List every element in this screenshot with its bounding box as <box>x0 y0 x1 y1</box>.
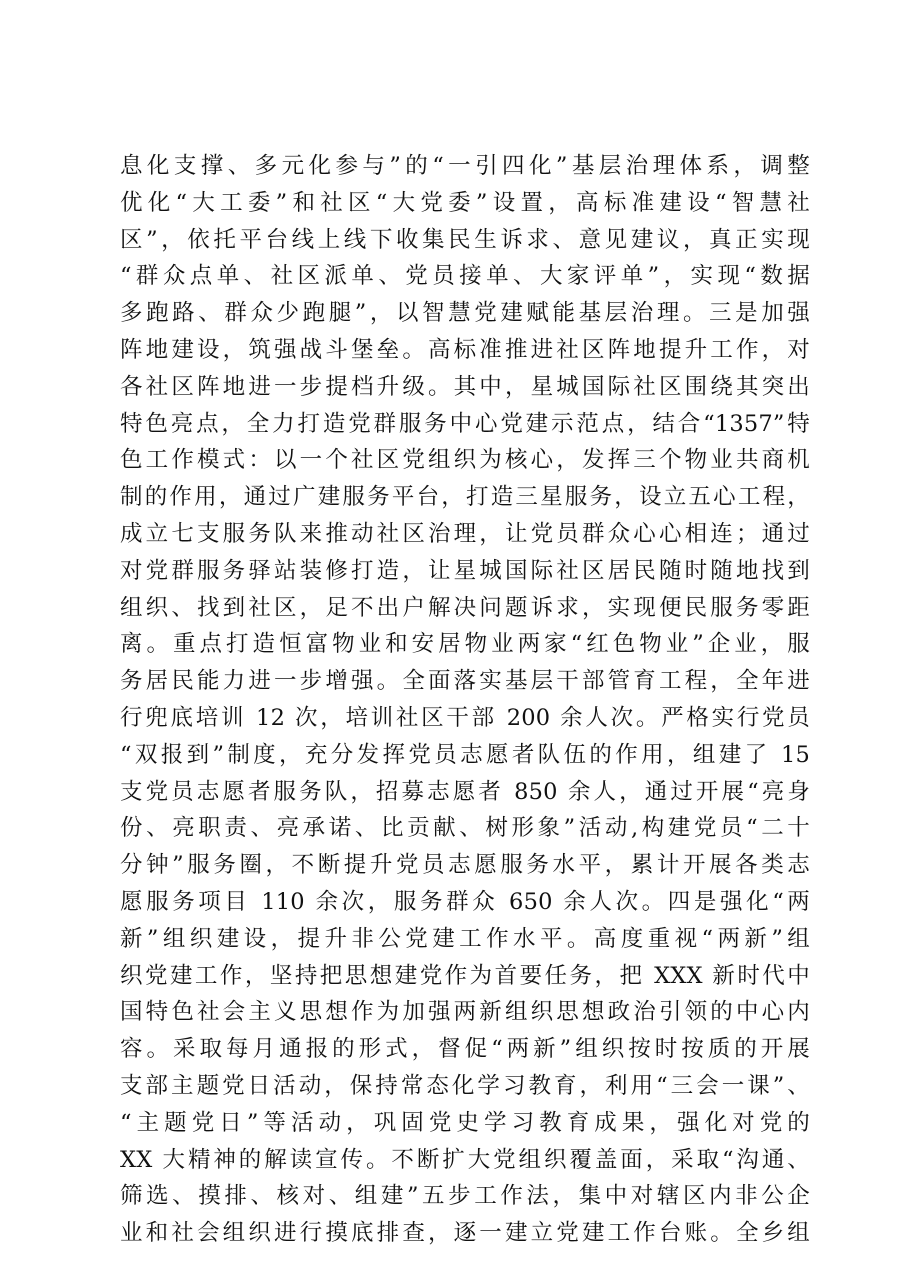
text-line: 制的作用，通过广建服务平台，打造三星服务，设立五心工程， <box>120 484 810 511</box>
text-line: 新”组织建设，提升非公党建工作水平。高度重视“两新”组 <box>120 925 810 952</box>
text-line: “群众点单、社区派单、党员接单、大家评单”，实现“数据 <box>120 263 810 290</box>
text-line: 组织、找到社区，足不出户解决问题诉求，实现便民服务零距 <box>120 594 810 621</box>
text-line: “双报到”制度，充分发挥党员志愿者队伍的作用，组建了 15 <box>120 741 810 768</box>
text-line: 特色亮点，全力打造党群服务中心党建示范点，结合“1357”特 <box>120 410 810 437</box>
text-line: 阵地建设，筑强战斗堡垒。高标准推进社区阵地提升工作，对 <box>120 336 810 363</box>
text-line: 分钟”服务圈，不断提升党员志愿服务水平，累计开展各类志 <box>120 852 810 879</box>
text-line: “主题党日”等活动，巩固党史学习教育成果，强化对党的 <box>120 1109 810 1136</box>
text-line: 支党员志愿者服务队，招募志愿者 850 余人，通过开展“亮身 <box>120 778 810 805</box>
text-line: 优化“大工委”和社区“大党委”设置，高标准建设“智慧社 <box>120 189 810 216</box>
text-line: XX 大精神的解读宣传。不断扩大党组织覆盖面，采取“沟通、 <box>120 1146 810 1173</box>
text-line: 国特色社会主义思想作为加强两新组织思想政治引领的中心内 <box>120 999 810 1026</box>
text-line: 支部主题党日活动，保持常态化学习教育，利用“三会一课”、 <box>120 1072 810 1099</box>
text-line: 愿服务项目 110 余次，服务群众 650 余人次。四是强化“两 <box>120 888 810 915</box>
text-line: 多跑路、群众少跑腿”，以智慧党建赋能基层治理。三是加强 <box>120 300 810 327</box>
text-line: 织党建工作，坚持把思想建党作为首要任务，把 XXX 新时代中 <box>120 962 810 989</box>
text-line: 成立七支服务队来推动社区治理，让党员群众心心相连；通过 <box>120 520 810 547</box>
text-line: 对党群服务驿站装修打造，让星城国际社区居民随时随地找到 <box>120 557 810 584</box>
text-line: 容。采取每月通报的形式，督促“两新”组织按时按质的开展 <box>120 1036 810 1063</box>
text-line: 离。重点打造恒富物业和安居物业两家“红色物业”企业，服 <box>120 631 810 658</box>
text-line: 筛选、摸排、核对、组建”五步工作法，集中对辖区内非公企 <box>120 1183 810 1210</box>
text-line: 行兜底培训 12 次，培训社区干部 200 余人次。严格实行党员 <box>120 704 810 731</box>
text-line: 务居民能力进一步增强。全面落实基层干部管育工程，全年进 <box>120 668 810 695</box>
text-line: 区”，依托平台线上线下收集民生诉求、意见建议，真正实现 <box>120 226 810 253</box>
text-line: 色工作模式：以一个社区党组织为核心，发挥三个物业共商机 <box>120 447 810 474</box>
text-line: 息化支撑、多元化参与”的“一引四化”基层治理体系，调整 <box>120 153 810 179</box>
text-line: 各社区阵地进一步提档升级。其中，星城国际社区围绕其突出 <box>120 373 810 400</box>
text-line: 份、亮职责、亮承诺、比贡献、树形象”活动,构建党员“二十 <box>120 815 810 842</box>
text-line: 业和社会组织进行摸底排查，逐一建立党建工作台账。全乡组 <box>120 1220 810 1247</box>
body-text <box>120 148 810 1252</box>
